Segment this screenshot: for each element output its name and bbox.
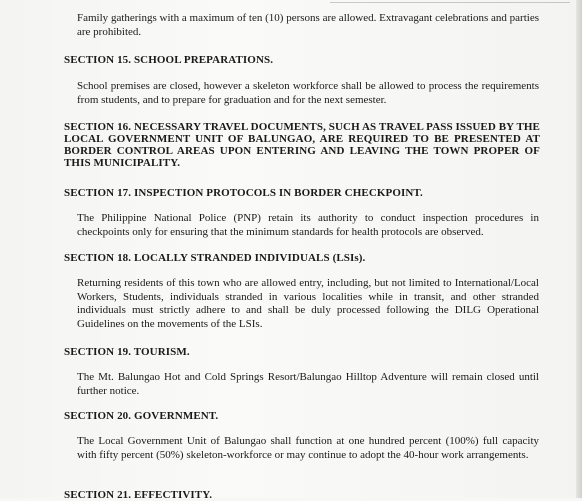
cut-off-text-line <box>330 0 570 3</box>
section-20-body: The Local Government Unit of Balungao shall function at one hundred percent (100%) full capacity with fifty percent (50%) skeleton-workforce or may continue to adopt the 40-hour work arrangements. <box>77 435 539 461</box>
section-16-heading: SECTION 16. NECESSARY TRAVEL DOCUMENTS, SUCH AS TRAVEL PASS ISSUED BY THE LOCAL GOVERNMENT UNIT OF BALUNGAO, ARE REQUIRED TO BE PRESENTED AT BORDER CONTROL AREAS UPON ENTERING AND LEAVING THE TOWN PROPER OF THIS MUNICIPALITY. <box>64 121 540 169</box>
section-19-heading: SECTION 19. TOURISM. <box>64 346 190 358</box>
section-15-body: School premises are closed, however a skeleton workforce shall be allowed to process the requirements from students, and to prepare for graduation and for the next semester. <box>77 80 539 106</box>
section-20-heading: SECTION 20. GOVERNMENT. <box>64 410 219 422</box>
section-17-body: The Philippine National Police (PNP) retain its authority to conduct inspection procedures in checkpoints only for ensuring that the minimum standards for health protocols are observed. <box>77 212 539 238</box>
section-18-body: Returning residents of this town who are allowed entry, including, but not limited to International/Local Workers, Students, individuals stranded in various localities while in transit, and other stranded individuals must strictly adhere to and shall be duly processed following the DILG Operational Guidelines on the movements of the LSIs. <box>77 277 539 330</box>
section-14-paragraph-tail: Family gatherings with a maximum of ten (10) persons are allowed. Extravagant celebrations and parties are prohibited. <box>77 12 539 38</box>
section-15-heading: SECTION 15. SCHOOL PREPARATIONS. <box>64 54 274 66</box>
page-edge-shadow <box>576 0 582 498</box>
section-18-heading: SECTION 18. LOCALLY STRANDED INDIVIDUALS (LSIs). <box>64 252 366 264</box>
section-17-heading: SECTION 17. INSPECTION PROTOCOLS IN BORDER CHECKPOINT. <box>64 187 423 199</box>
section-19-body: The Mt. Balungao Hot and Cold Springs Resort/Balungao Hilltop Adventure will remain closed until further notice. <box>77 371 539 397</box>
section-21-heading: SECTION 21. EFFECTIVITY. <box>64 489 213 501</box>
